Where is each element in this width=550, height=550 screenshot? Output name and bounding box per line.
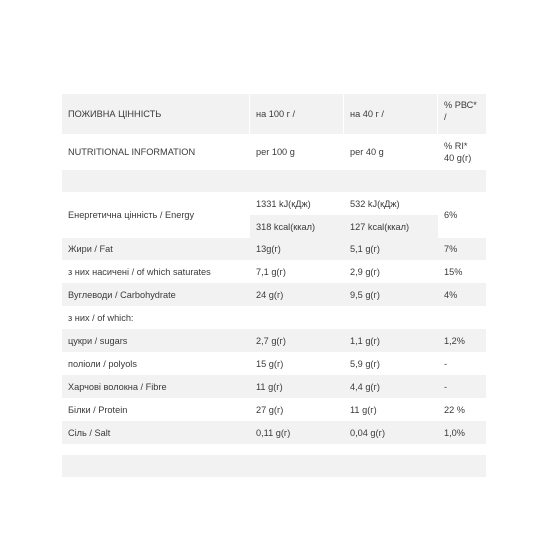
row-per40: 11 g(г) [350,404,377,415]
header-per40-ua: на 40 г / [344,94,438,134]
spacer-row [62,455,486,477]
energy-kj-100: 1331 kJ(кДж) [256,198,311,209]
table-row [62,352,486,375]
row-per100: 13g(г) [256,244,281,254]
header-rv-en-line1: % RI* [444,141,468,151]
table-row [62,260,486,283]
row-label: цукри / sugars [68,335,128,346]
header-row-ua [62,94,486,134]
table-row [62,329,486,352]
table-row [62,238,486,260]
row-label: Жири / Fat [68,244,113,254]
header-nutrient-en: NUTRITIONAL INFORMATION [68,147,196,157]
row-label: Сіль / Salt [68,427,111,438]
table-row [62,398,486,421]
spacer-row [62,444,486,455]
table-row [62,421,486,444]
row-label: поліоли / polyols [68,358,137,369]
row-label: з них / of which: [68,312,134,323]
spacer-row [62,170,486,192]
row-per40: 2,9 g(г) [350,266,380,277]
header-per100-ua: на 100 г / [250,94,344,134]
energy-kcal-40: 127 kcal(ккал) [344,215,438,238]
energy-kcal-100: 318 kcal(ккал) [250,215,344,238]
row-per100: 27 g(г) [256,404,284,415]
table-row [62,306,486,329]
energy-row [62,192,486,238]
energy-kj-40: 532 kJ(кДж) [350,198,400,209]
row-per40 [344,306,438,329]
row-per100 [250,306,344,329]
header-rv-en [438,134,486,170]
nutrition-table [62,94,486,477]
table-row [62,283,486,306]
row-per100: 15 g(г) [256,358,284,369]
row-per100: 7,1 g(г) [256,266,286,277]
row-rv: 15% [444,266,463,277]
row-per40: 0,04 g(г) [350,427,386,438]
row-label: Білки / Protein [68,404,128,415]
header-row-en [62,134,486,170]
row-per40: 9,5 g(г) [350,289,380,300]
row-rv: 4% [444,289,458,300]
header-per100-en: per 100 g [256,147,295,157]
row-per40: 5,1 g(г) [350,244,380,254]
row-rv: 1,2% [444,335,465,346]
table-row [62,375,486,398]
row-rv: 7% [444,244,458,254]
energy-per40 [344,192,438,238]
row-per100: 11 g(г) [256,381,283,392]
row-per40: 4,4 g(г) [350,381,380,392]
header-per40-en: per 40 g [350,147,384,157]
row-per100: 2,7 g(г) [256,335,286,346]
header-rv-ua [438,94,486,134]
row-rv: - [444,358,448,369]
row-per40: 1,1 g(г) [350,335,380,346]
row-label: Харчові волокна / Fibre [68,381,167,392]
row-rv: 22 % [444,404,465,415]
row-label: з них насичені / of which saturates [68,266,211,277]
energy-rv: 6% [444,210,458,220]
row-per100: 24 g(г) [256,289,284,300]
row-rv [438,306,486,329]
header-rv-ua-line2: / [444,112,447,122]
header-rv-ua-line1: % РВС* [444,100,477,110]
energy-label: Енергетична цінність / Energy [68,210,195,220]
header-nutrient-ua: ПОЖИВНА ЦІННІСТЬ [62,94,250,134]
row-label: Вуглеводи / Carbohydrate [68,289,176,300]
row-per100: 0,11 g(г) [256,427,291,438]
energy-per100 [250,192,344,238]
row-rv: 1,0% [444,427,465,438]
header-rv-en-line2: 40 g(г) [444,153,472,163]
row-rv: - [444,381,448,392]
row-per40: 5,9 g(г) [350,358,380,369]
